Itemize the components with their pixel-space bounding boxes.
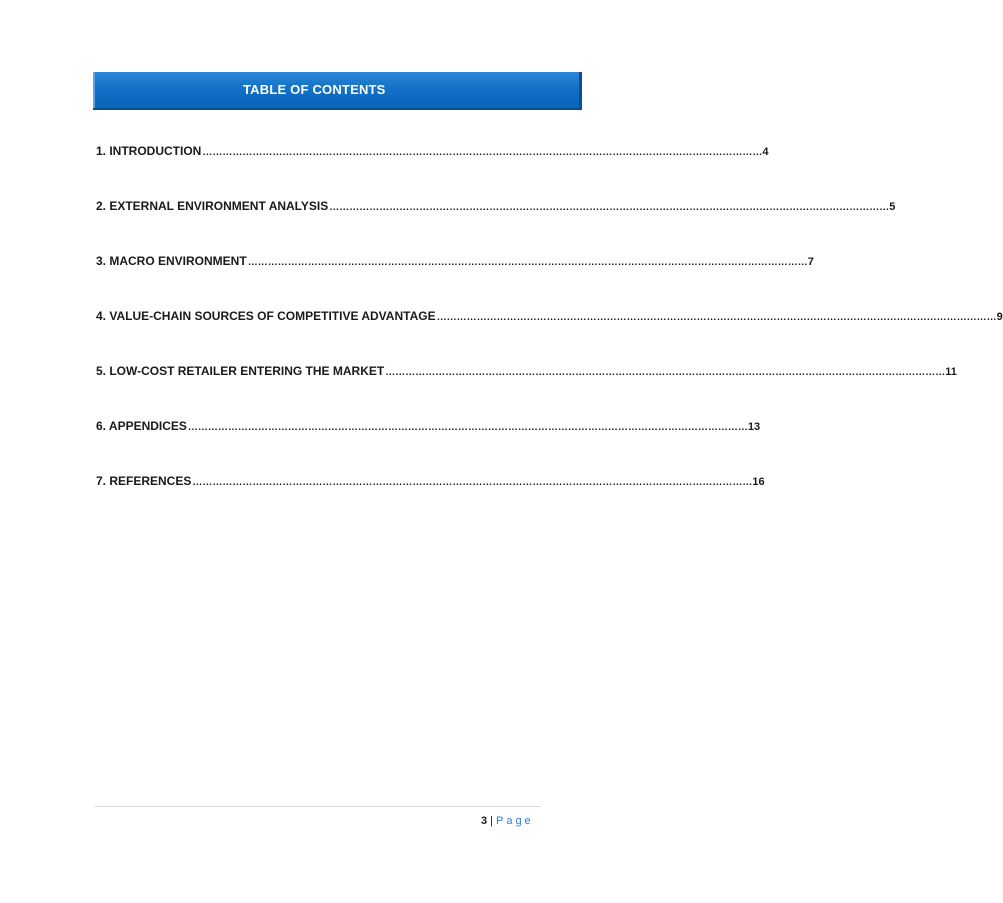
toc-entry-label: 3. MACRO ENVIRONMENT xyxy=(96,254,247,268)
toc-entry-page-number: 11 xyxy=(945,366,957,378)
footer-page-word: Page xyxy=(495,815,534,827)
toc-entry-page-number: 13 xyxy=(747,421,761,433)
page-footer xyxy=(481,815,534,827)
toc-title-banner xyxy=(93,72,582,110)
dot-leader: …………………………………………………………………………………………………………………………………………………… xyxy=(202,147,763,158)
toc-entry-page-number: 16 xyxy=(752,476,765,488)
toc-entry-page-number: 4 xyxy=(762,146,769,158)
dot-leader: …………………………………………………………………………………………………………………………………………………… xyxy=(192,477,753,488)
toc-entry-appendices[interactable] xyxy=(96,419,761,435)
dot-leader: …………………………………………………………………………………………………………………………………………………… xyxy=(436,312,997,323)
toc-entry-value-chain-sources[interactable] xyxy=(96,309,1003,325)
toc-entry-low-cost-retailer[interactable] xyxy=(96,364,957,380)
dot-leader: …………………………………………………………………………………………………………………………………………………… xyxy=(385,367,946,378)
toc-entry-references[interactable] xyxy=(96,474,765,490)
toc-entry-external-environment-analysis[interactable] xyxy=(96,199,896,215)
toc-entry-label: 6. APPENDICES xyxy=(96,419,187,433)
toc-entry-label: 4. VALUE-CHAIN SOURCES OF COMPETITIVE ADVANTAGE xyxy=(96,309,436,323)
footer-divider xyxy=(95,806,541,807)
toc-entry-label: 5. LOW-COST RETAILER ENTERING THE MARKET xyxy=(96,364,385,378)
toc-entry-label: 2. EXTERNAL ENVIRONMENT ANALYSIS xyxy=(96,199,329,213)
toc-entry-introduction[interactable] xyxy=(96,144,769,160)
footer-page-number: 3 xyxy=(481,815,488,827)
toc-entry-label: 1. INTRODUCTION xyxy=(96,144,202,158)
toc-entry-page-number: 9 xyxy=(996,311,1003,323)
footer-separator: | xyxy=(490,815,493,827)
toc-entry-macro-environment[interactable] xyxy=(96,254,814,270)
toc-title: TABLE OF CONTENTS xyxy=(243,82,386,97)
toc-entry-label: 7. REFERENCES xyxy=(96,474,192,488)
toc-entry-page-number: 7 xyxy=(807,256,814,268)
dot-leader: …………………………………………………………………………………………………………………………………………………… xyxy=(187,422,748,433)
dot-leader: …………………………………………………………………………………………………………………………………………………… xyxy=(247,257,808,268)
dot-leader: …………………………………………………………………………………………………………………………………………………… xyxy=(329,202,890,213)
toc-entry-page-number: 5 xyxy=(889,201,896,213)
